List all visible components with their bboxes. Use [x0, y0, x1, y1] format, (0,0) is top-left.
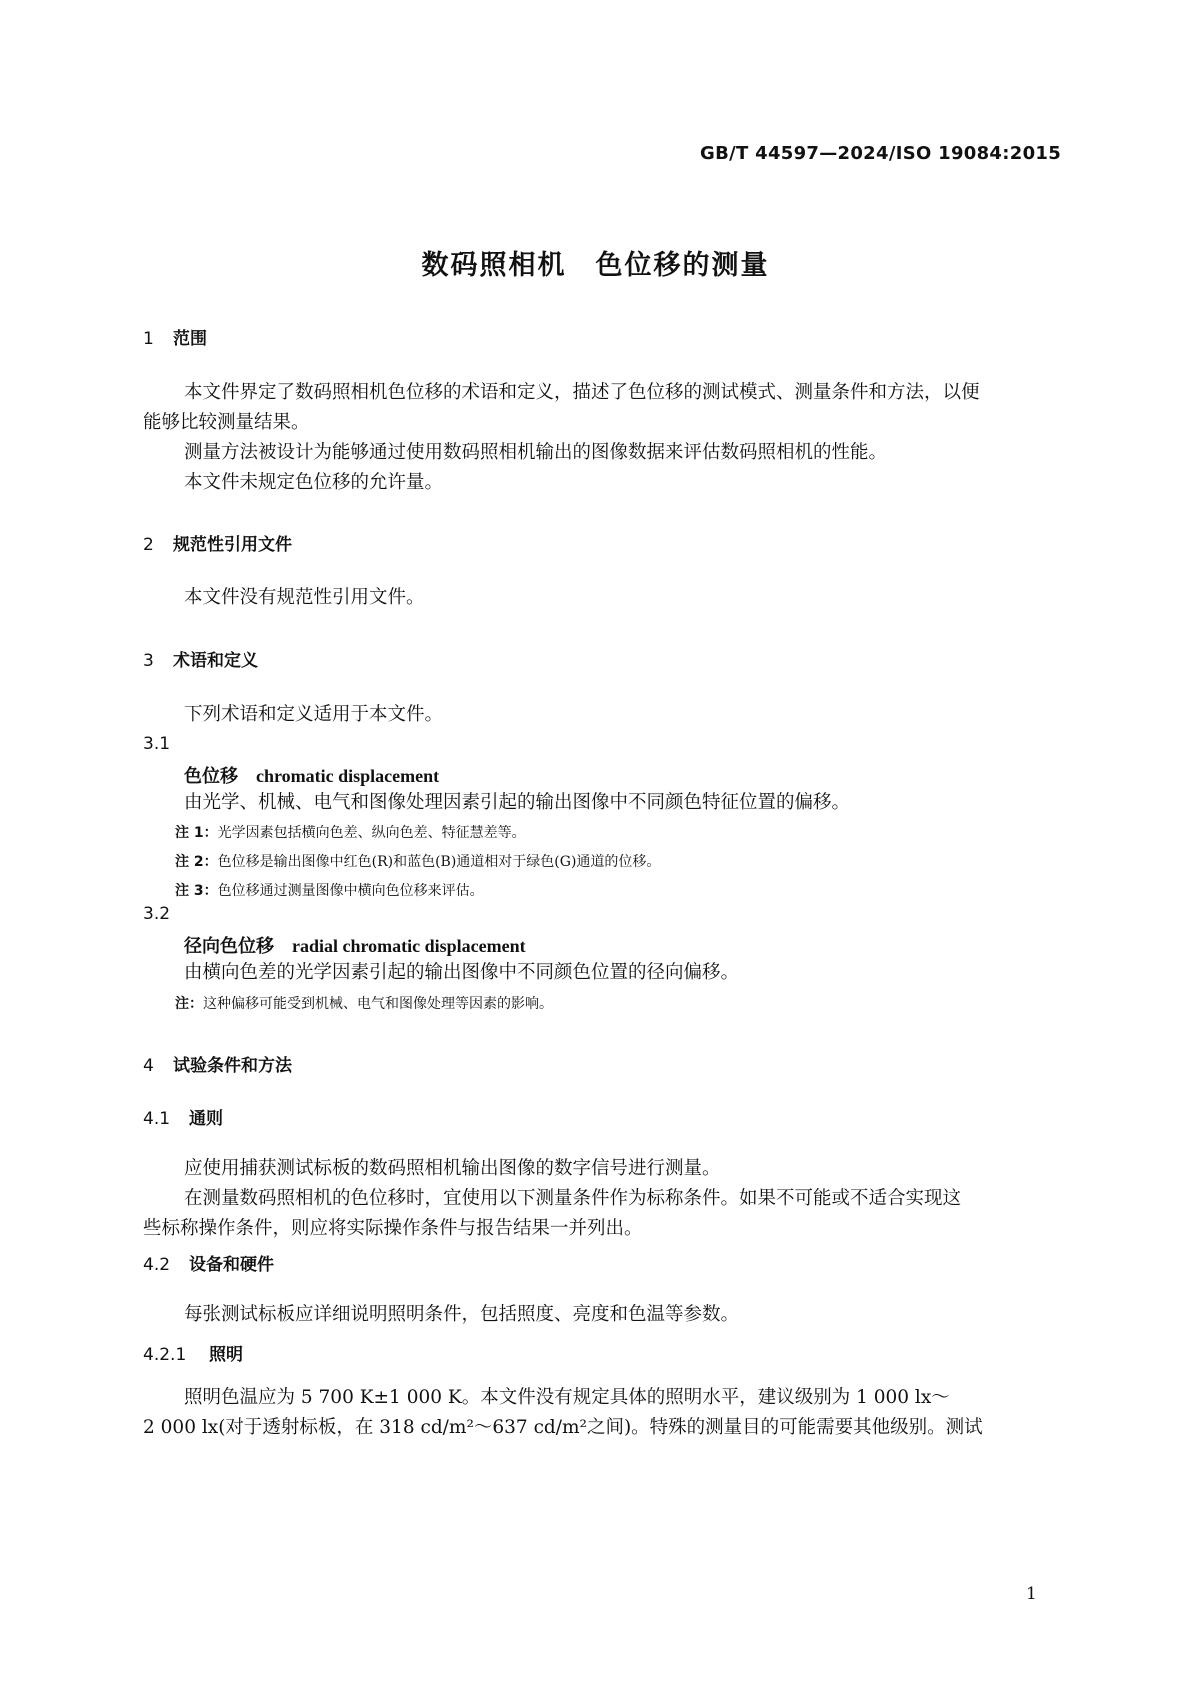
- note-text: 这种偏移可能受到机械、电气和图像处理等因素的影响。: [203, 996, 553, 1012]
- section-4-heading: [143, 1051, 292, 1076]
- note: [175, 993, 553, 1013]
- term-en: chromatic displacement: [256, 766, 440, 786]
- term-number: 3.2: [143, 904, 171, 924]
- section-title: 设备和硬件: [189, 1255, 274, 1275]
- section-number: 4.2.1: [143, 1345, 187, 1365]
- term-zh: 径向色位移: [184, 936, 274, 957]
- section-title: 术语和定义: [173, 651, 258, 671]
- note-label: 注 2：: [175, 854, 218, 870]
- section-number: 4.2: [143, 1255, 171, 1275]
- note: [175, 880, 484, 900]
- section-number: 4: [143, 1056, 154, 1076]
- term-entry: [184, 932, 526, 958]
- paragraph-continuation: 些标称操作条件，则应将实际操作条件与报告结果一并列出。: [143, 1218, 643, 1239]
- paragraph: 本文件界定了数码照相机色位移的术语和定义，描述了色位移的测试模式、测量条件和方法，以便: [184, 382, 980, 403]
- paragraph: 应使用捕获测试标板的数码照相机输出图像的数字信号进行测量。: [184, 1158, 721, 1179]
- note-label: 注 1：: [175, 825, 218, 841]
- subsection-4-2-heading: [143, 1250, 274, 1275]
- term-number: 3.1: [143, 734, 171, 754]
- section-number: 2: [143, 535, 154, 555]
- paragraph-continuation: 2 000 lx(对于透射标板，在 318 cd/m²～637 cd/m²之间)。特殊的测量目的可能需要其他级别。测试: [143, 1417, 983, 1438]
- term-en: radial chromatic displacement: [292, 936, 526, 956]
- section-title: 规范性引用文件: [173, 535, 292, 555]
- term-definition: 由光学、机械、电气和图像处理因素引起的输出图像中不同颜色特征位置的偏移。: [184, 792, 851, 813]
- note-text: 色位移是输出图像中红色(R)和蓝色(B)通道相对于绿色(G)通道的位移。: [217, 854, 661, 870]
- page-number: 1: [1026, 1584, 1037, 1604]
- section-title: 试验条件和方法: [173, 1056, 292, 1076]
- section-2-heading: [143, 530, 292, 555]
- section-title: 照明: [209, 1345, 243, 1365]
- paragraph: 在测量数码照相机的色位移时，宜使用以下测量条件作为标称条件。如果不可能或不适合实现这: [184, 1188, 962, 1209]
- section-number: 1: [143, 329, 154, 349]
- term-definition: 由横向色差的光学因素引起的输出图像中不同颜色位置的径向偏移。: [184, 962, 740, 983]
- note: [175, 851, 660, 871]
- paragraph: 本文件未规定色位移的允许量。: [184, 472, 444, 493]
- section-number: 3: [143, 651, 154, 671]
- subsection-4-2-1-heading: [143, 1340, 243, 1365]
- paragraph: 下列术语和定义适用于本文件。: [184, 704, 444, 725]
- section-1-heading: [143, 324, 207, 349]
- standard-code: GB/T 44597—2024/ISO 19084:2015: [700, 143, 1062, 164]
- term-zh: 色位移: [184, 766, 238, 787]
- term-entry: [184, 762, 439, 788]
- section-title: 通则: [189, 1109, 223, 1129]
- note-label: 注 3：: [175, 883, 218, 899]
- paragraph: 测量方法被设计为能够通过使用数码照相机输出的图像数据来评估数码照相机的性能。: [184, 442, 888, 463]
- paragraph: 每张测试标板应详细说明照明条件，包括照度、亮度和色温等参数。: [184, 1304, 740, 1325]
- subsection-4-1-heading: [143, 1104, 223, 1129]
- paragraph: 本文件没有规范性引用文件。: [184, 587, 425, 608]
- note-label: 注：: [175, 996, 203, 1012]
- document-title: 数码照相机 色位移的测量: [421, 250, 770, 281]
- section-number: 4.1: [143, 1109, 171, 1129]
- note: [175, 822, 526, 842]
- note-text: 色位移通过测量图像中横向色位移来评估。: [217, 883, 484, 899]
- section-3-heading: [143, 646, 258, 671]
- paragraph: 照明色温应为 5 700 K±1 000 K。本文件没有规定具体的照明水平，建议级别为 1 000 lx～: [184, 1387, 950, 1408]
- note-text: 光学因素包括横向色差、纵向色差、特征慧差等。: [217, 825, 526, 841]
- paragraph-continuation: 能够比较测量结果。: [143, 412, 310, 433]
- section-title: 范围: [173, 329, 207, 349]
